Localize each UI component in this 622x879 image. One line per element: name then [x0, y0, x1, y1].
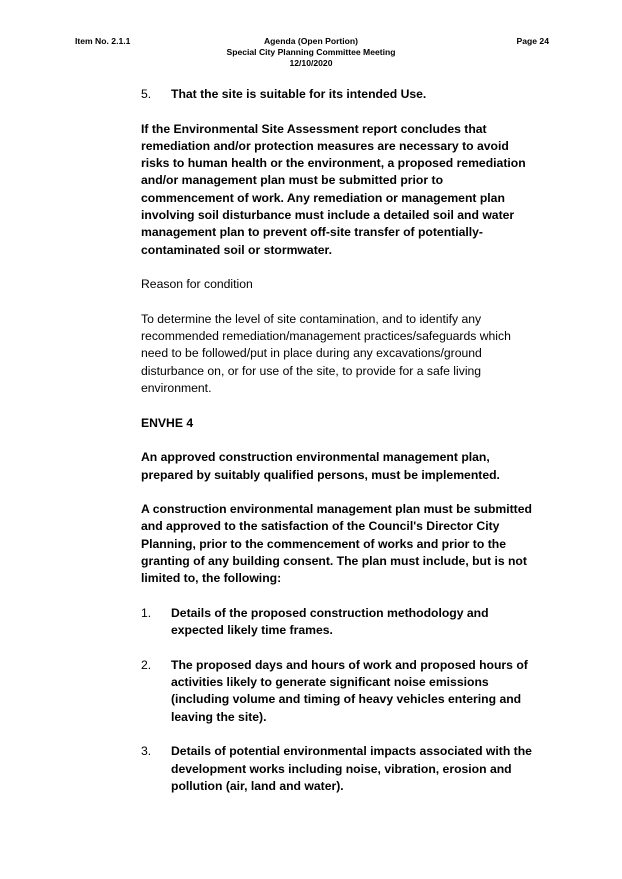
- list-item: [141, 657, 535, 726]
- meeting-date: 12/10/2020: [289, 58, 333, 68]
- list-item-number: 5.: [141, 87, 152, 101]
- meeting-name: Special City Planning Committee Meeting: [226, 47, 396, 57]
- list-item-number: 3.: [141, 744, 152, 759]
- document-body: [141, 86, 535, 812]
- list-item-text: That the site is suitable for its intended Use.: [171, 87, 427, 101]
- list-item-number: 2.: [141, 657, 152, 672]
- list-item: [141, 605, 535, 640]
- condition-heading: ENVHE 4: [141, 415, 194, 430]
- list-item-text: Details of potential environmental impacts associated with the development works including noise, vibration, erosion and pollution (air, land and water).: [171, 744, 532, 793]
- reason-heading: Reason for condition: [141, 277, 253, 292]
- list-item-5: [141, 86, 535, 103]
- cemp-paragraph: A construction environmental management plan must be submitted and approved to the satisfaction of the Council's Director City Planning, prior to the commencement of works and prior to the granting of any building consent. The plan must include, but is not limited to, the following:: [141, 502, 532, 586]
- page-number: Page 24: [516, 36, 549, 46]
- reason-text: To determine the level of site contamination, and to identify any recommended remediation/management practices/safeguards which need to be followed/put in place during any excavations/ground disturbance on, or for use of the site, to provide for a safe living environment.: [141, 311, 511, 396]
- list-item-text: Details of the proposed construction methodology and expected likely time frames.: [171, 605, 489, 638]
- agenda-title: Agenda (Open Portion): [263, 36, 359, 46]
- list-item-number: 1.: [141, 605, 152, 620]
- cemp-statement: An approved construction environmental management plan, prepared by suitably qualified persons, must be implemented.: [141, 450, 500, 482]
- list-item: [141, 743, 535, 795]
- esa-paragraph: If the Environmental Site Assessment report concludes that remediation and/or protection measures are necessary to avoid risks to human health or the environment, a proposed remediation and/or management plan must be submitted prior to commencement of work. Any remediation or management plan involving soil disturbance must include a detailed soil and water management plan to prevent off-site transfer of potentially-contaminated soil or stormwater.: [141, 121, 526, 257]
- list-item-text: The proposed days and hours of work and proposed hours of activities likely to generate significant noise emissions (including volume and timing of heavy vehicles entering and leaving the site).: [171, 657, 528, 724]
- item-number: Item No. 2.1.1: [75, 36, 131, 46]
